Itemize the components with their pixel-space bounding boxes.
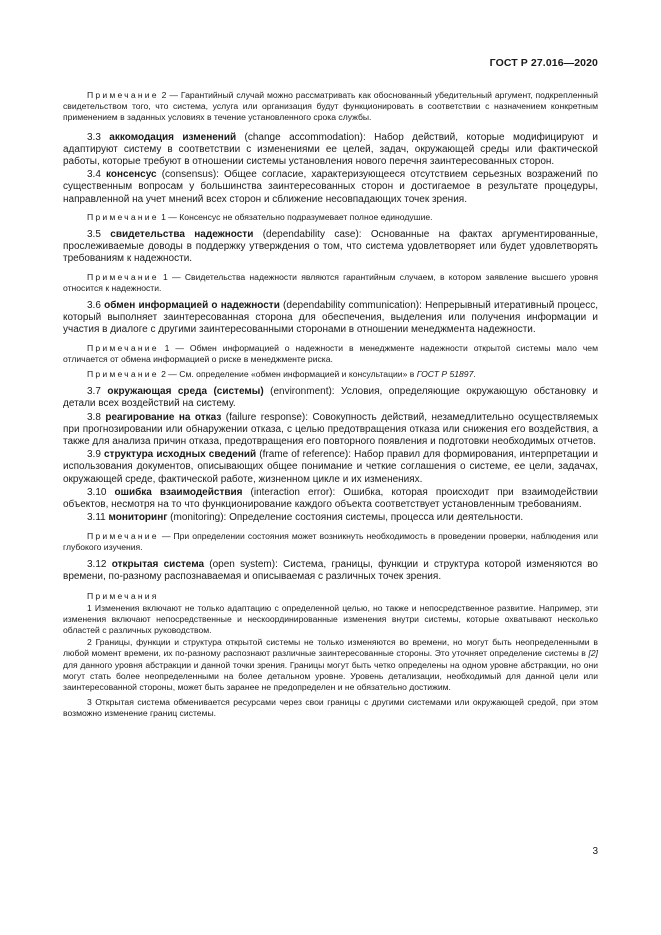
term-number: 3.4 [87,169,106,181]
note-item-2 [63,637,598,693]
note-lead: Примечание [87,271,159,282]
term-name: структура исходных сведений [104,449,257,461]
term-definition: (change accommodation): Набор действий, которые модифицируют и адаптируют систему в соответствии с изменениями ее целей, задач, окружающей среды или фактической работы, которые требуют в отношении системы установления нового перечня заинтересованных сторон. [63,131,598,168]
note-tail: . [473,369,476,380]
note-text: 1 — Консенсус не обязательно подразумевает полное единодушие. [158,211,433,222]
term-name: реагирование на отказ [105,411,222,423]
term-definition: (interaction error): Ошибка, которая происходит при взаимодействии объектов, несмотря на то что функционирование каждого объекта соответствует установленным требованиям. [63,486,599,511]
note-text: — При определении состояния может возникнуть необходимость в проведении проверки, наблюдения или глубокого изучения. [63,530,598,552]
note-text: 2 — Гарантийный случай можно рассматривать как обоснованный убедительный аргумент, подкрепленный свидетельством того, что система, услуга или организация будут функционировать в соответствии с назначением конкретным применением в заданных условиях в течение установленного срока службы. [63,90,598,123]
notes-heading: Примечания [87,591,159,602]
reference-standard: ГОСТ Р 51897 [416,369,474,380]
term-definition: (failure response): Совокупность действий, незамедлительно осуществляемых при прогнозировании или обнаружении отказа, с целью предотвращения отказа или снижения его воздействия, а также для анализа причин отказа, предотвращения его повторного появления и подготовки необходимых отчетов. [63,411,598,448]
term-number: 3.3 [87,131,110,143]
term-number: 3.5 [87,229,111,241]
note-text: 2 Границы, функции и структура открытой системы не только изменяются во времени, но могут быть неопределенными в любой момент времени, их по-разному распознают различные заинтересованные стороны. Это уточняет определение системы в [63,637,598,659]
term-entry-3-10 [63,487,598,511]
term-name: консенсус [105,169,157,181]
term-number: 3.10 [87,486,115,498]
term-number: 3.12 [87,558,112,570]
note-paragraph [63,369,598,380]
note-item-1: 1 Изменения включают не только адаптацию с определенной целью, но также и непосредственное развитие. Например, эти изменения включают непосредственные и нескоординированные изменения внутри системы, которые охватывают несколько областей с различных руководством. [63,602,598,635]
term-definition: (monitoring): Определение состояния системы, процесса или деятельности. [167,512,524,524]
term-name: обмен информацией о надежности [104,300,280,312]
note-lead: Примечание [87,530,159,541]
note-paragraph [63,212,598,223]
term-name: окружающая среда (системы) [107,386,264,398]
term-name: мониторинг [108,512,168,524]
term-definition: (dependability case): Основанные на фактах аргументированные, прослеживаемые доводы в поддержку утверждения о том, что система удовлетворяет или будет удовлетворять требованиям к надежности. [63,229,599,265]
term-definition: (open system): Система, границы, функции и структура которой изменяются во времени, по-разному распознаваемая и описываемая с различных точек зрения. [63,558,598,583]
term-entry-3-6 [63,300,598,337]
document-page [63,0,598,935]
note-lead: Примечание [87,211,159,222]
term-number: 3.8 [87,411,106,423]
page-number: 3 [592,846,598,857]
term-entry-3-11 [63,512,598,524]
term-name: открытая система [111,558,205,570]
term-entry-3-5 [63,229,598,266]
term-entry-3-9 [63,449,598,486]
note-paragraph [63,90,598,124]
note-lead: Примечание [87,369,159,380]
term-entry-3-12 [63,559,598,583]
document-header: ГОСТ Р 27.016—2020 [489,57,598,69]
term-definition: (environment): Условия, определяющие окружающую обстановку и детали всех воздействий на систему. [63,386,598,410]
note-text: 2 — См. определение «обмен информацией и консультации» в [158,369,417,380]
note-paragraph [63,343,598,365]
term-number: 3.11 [87,512,109,524]
term-entry-3-8 [63,412,598,449]
term-entry-3-3 [63,132,598,169]
reference-bib: [2] [588,648,598,659]
term-entry-3-7 [63,386,598,410]
note-paragraph [63,272,598,294]
term-number: 3.7 [87,386,108,398]
term-definition: (dependability communication): Непрерывный итеративный процесс, который выполняет заинтересованная сторона для обеспечения, выделения или получения информации и участия в диалоге с другими заинтересованными сторонами в отношении менеджмента надежности. [63,300,598,336]
term-number: 3.6 [87,300,105,312]
term-definition: (consensus): Общее согласие, характеризующееся отсутствием серьезных возражений по существенным вопросам у большинства заинтересованных сторон и достигаемое в результате процедуры, направленной на учет мнений всех сторон и сближение несовпадающих точек зрения. [63,169,598,205]
term-number: 3.9 [87,449,104,461]
term-entry-3-4 [63,169,598,206]
note-item-3: 3 Открытая система обменивается ресурсами через свои границы с другими системами или окружающей средой, при этом возможно изменение границ системы. [63,697,598,719]
term-name: свидетельства надежности [110,229,254,241]
note-tail: для данного уровня абстракции и данной точки зрения. Границы могут быть четко определены на одном уровне абстракции, но они могут стать более неопределенными на более детальном уровне. Уровень детализации, необходимый для данной цели или заинтересованной стороны, может быть заранее не предопределен и не обязательно достижим. [63,659,598,692]
document-body [63,90,598,720]
term-definition: (frame of reference): Набор правил для формирования, интерпретации и использования документов, описывающих общее понимание и четкие соглашения о системе, ее цели, задачах, окружающей среде, фактической работе, жизненном цикле и их изменениях. [63,449,598,485]
note-text: 1 — Обмен информацией о надежности в менеджменте надежности открытой системы мало чем отличается от обмена информацией о риске в менеджменте риска. [63,342,598,364]
term-name: аккомодация изменений [109,131,237,143]
note-lead: Примечание [87,90,159,100]
note-text: 1 — Свидетельства надежности являются гарантийным случаем, в котором заявление высшего уровня относится к надежности. [63,271,598,293]
note-paragraph [63,531,598,553]
note-lead: Примечание [87,342,159,353]
term-name: ошибка взаимодействия [114,486,243,498]
